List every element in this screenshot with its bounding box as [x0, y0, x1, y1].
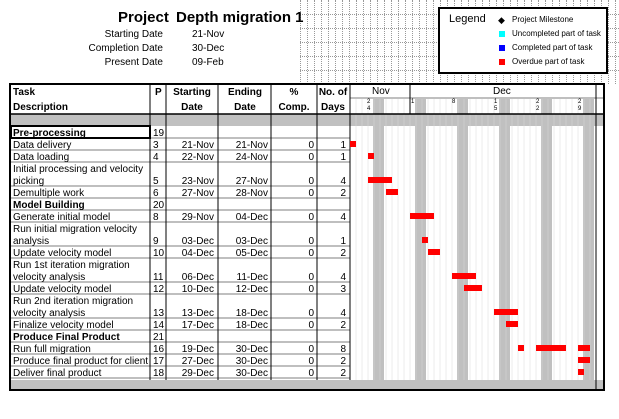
task-end-date: 28-Nov — [235, 188, 268, 199]
task-description: Produce final product for client — [13, 356, 149, 367]
task-start-date: 13-Dec — [181, 308, 214, 319]
task-p: 5 — [153, 176, 159, 187]
task-percent-complete: 0 — [308, 320, 314, 331]
week-label: 2 — [536, 106, 540, 112]
legend-title: Legend — [449, 13, 486, 25]
task-description: Run 1st iteration migration — [13, 260, 130, 271]
task-end-date: 18-Dec — [235, 320, 268, 331]
task-start-date: 29-Dec — [181, 368, 214, 379]
task-end-date: 11-Dec — [236, 272, 268, 283]
task-percent-complete: 0 — [308, 368, 314, 379]
gantt-bar-overdue — [578, 357, 590, 363]
task-percent-complete: 0 — [308, 152, 314, 163]
task-description: picking — [13, 176, 45, 187]
weekend-band — [583, 99, 594, 380]
task-end-date: 27-Nov — [235, 176, 268, 187]
task-duration-days: 4 — [340, 176, 346, 187]
task-start-date: 10-Dec — [181, 284, 214, 295]
weekend-band — [457, 99, 468, 380]
task-duration-days: 3 — [340, 284, 346, 295]
week-label: 8 — [452, 99, 456, 105]
task-description: Run initial migration velocity — [13, 224, 137, 235]
task-duration-days: 4 — [340, 308, 346, 319]
week-label: 4 — [367, 106, 371, 112]
column-header-comp: Comp. — [278, 102, 310, 113]
task-description: velocity analysis — [13, 272, 86, 283]
task-end-date: 30-Dec — [235, 368, 268, 379]
month-label-nov: Nov — [372, 86, 390, 97]
week-label: 2 — [536, 99, 540, 105]
task-description: Update velocity model — [13, 248, 112, 259]
task-p: 4 — [153, 152, 159, 163]
task-start-date: 23-Nov — [181, 176, 214, 187]
column-header-days: Days — [321, 102, 345, 113]
task-description: Update velocity model — [13, 284, 112, 295]
completion-date-value[interactable]: 30-Dec — [192, 43, 225, 54]
task-percent-complete: 0 — [308, 212, 314, 223]
task-duration-days: 8 — [340, 344, 346, 355]
task-p: 10 — [153, 248, 165, 259]
gantt-bar-overdue — [464, 285, 482, 291]
gantt-bar-overdue — [506, 321, 518, 327]
column-header-ending-date: Date — [234, 102, 256, 113]
column-header-description: Description — [13, 102, 69, 113]
task-p: 3 — [153, 140, 159, 151]
task-description: Pre-processing — [13, 128, 86, 139]
gantt-bar-overdue — [428, 249, 440, 255]
task-p: 12 — [153, 284, 165, 295]
task-p: 11 — [153, 272, 164, 283]
project-name: Depth migration 1 — [176, 9, 304, 26]
week-label: 1 — [494, 99, 498, 105]
task-p: 9 — [153, 236, 159, 247]
gantt-bar-overdue — [386, 189, 398, 195]
task-percent-complete: 0 — [308, 356, 314, 367]
task-description: Produce Final Product — [13, 332, 120, 343]
gantt-bar-overdue — [578, 345, 590, 351]
task-start-date: 17-Dec — [181, 320, 214, 331]
task-percent-complete: 0 — [308, 272, 314, 283]
gantt-bar-overdue — [350, 141, 356, 147]
task-start-date: 19-Dec — [181, 344, 214, 355]
week-label: 1 — [411, 99, 415, 105]
month-label-dec: Dec — [493, 86, 511, 97]
header-separator-band — [10, 114, 604, 126]
task-description: velocity analysis — [13, 308, 86, 319]
task-percent-complete: 0 — [308, 236, 314, 247]
task-start-date: 04-Dec — [181, 248, 214, 259]
task-percent-complete: 0 — [308, 248, 314, 259]
present-date-value[interactable]: 09-Feb — [192, 57, 224, 68]
task-description: Run full migration — [13, 344, 91, 355]
task-p: 19 — [153, 128, 165, 139]
task-percent-complete: 0 — [308, 140, 314, 151]
task-end-date: 21-Nov — [235, 140, 268, 151]
task-percent-complete: 0 — [308, 284, 314, 295]
task-duration-days: 4 — [340, 212, 346, 223]
task-p: 17 — [153, 356, 165, 367]
task-end-date: 12-Dec — [235, 284, 268, 295]
task-description: Data delivery — [13, 140, 72, 151]
table-border — [10, 84, 604, 390]
task-end-date: 04-Dec — [235, 212, 268, 223]
task-end-date: 05-Dec — [235, 248, 268, 259]
task-description: analysis — [13, 236, 50, 247]
task-duration-days: 1 — [340, 236, 346, 247]
task-duration-days: 2 — [340, 248, 346, 259]
task-p: 18 — [153, 368, 165, 379]
week-label: 2 — [578, 99, 582, 105]
legend-item-label: Overdue part of task — [512, 57, 585, 66]
weekend-band — [373, 99, 384, 380]
task-p: 14 — [153, 320, 165, 331]
task-start-date: 29-Nov — [181, 212, 214, 223]
task-duration-days: 1 — [340, 152, 346, 163]
task-duration-days: 1 — [340, 140, 346, 151]
task-p: 13 — [153, 308, 165, 319]
gantt-bar-overdue — [422, 237, 428, 243]
gantt-bar-overdue — [410, 213, 434, 219]
legend-item-label: Completed part of task — [512, 43, 593, 52]
column-header-starting-date: Date — [181, 102, 203, 113]
task-percent-complete: 0 — [308, 188, 314, 199]
task-start-date: 27-Dec — [181, 356, 214, 367]
task-duration-days: 2 — [340, 320, 346, 331]
task-duration-days: 4 — [340, 272, 346, 283]
column-header-p: P — [155, 87, 162, 98]
task-description: Generate initial model — [13, 212, 111, 223]
column-header-percent: % — [289, 87, 299, 98]
legend-item-label: Uncompleted part of task — [512, 29, 601, 38]
task-description: Deliver final product — [13, 368, 102, 379]
gantt-bar-overdue — [368, 153, 374, 159]
task-start-date: 22-Nov — [181, 152, 214, 163]
task-p: 21 — [153, 332, 165, 343]
starting-date-label: Starting Date — [104, 29, 163, 40]
task-p: 6 — [153, 188, 159, 199]
gantt-bar-overdue — [536, 345, 566, 351]
task-p: 20 — [153, 200, 165, 211]
starting-date-value[interactable]: 21-Nov — [192, 29, 225, 40]
column-header-ending: Ending — [228, 87, 262, 98]
task-end-date: 30-Dec — [235, 344, 268, 355]
task-duration-days: 2 — [340, 188, 346, 199]
column-header-task: Task — [13, 87, 36, 98]
task-start-date: 27-Nov — [181, 188, 214, 199]
task-end-date: 03-Dec — [235, 236, 268, 247]
task-end-date: 18-Dec — [235, 308, 268, 319]
task-description: Run 2nd iteration migration — [13, 296, 134, 307]
column-header-starting: Starting — [173, 87, 211, 98]
task-p: 8 — [153, 212, 159, 223]
column-header-no-of: No. of — [318, 87, 348, 98]
milestone-diamond-icon: ◆ — [498, 15, 505, 25]
task-percent-complete: 0 — [308, 308, 314, 319]
project-label: Project — [118, 9, 169, 26]
legend-item-label: Project Milestone — [512, 15, 574, 24]
present-date-label: Present Date — [104, 57, 163, 68]
task-end-date: 24-Nov — [235, 152, 268, 163]
gantt-bar-overdue — [494, 309, 518, 315]
task-duration-days: 2 — [340, 368, 346, 379]
task-description: Demultiple work — [13, 188, 85, 199]
task-percent-complete: 0 — [308, 344, 314, 355]
week-label: 2 — [367, 99, 371, 105]
footer-band — [10, 380, 604, 390]
task-end-date: 30-Dec — [235, 356, 268, 367]
task-p: 16 — [153, 344, 165, 355]
gantt-bar-overdue — [452, 273, 476, 279]
task-description: Model Building — [13, 200, 85, 211]
task-duration-days: 2 — [340, 356, 346, 367]
task-description: Data loading — [13, 152, 70, 163]
completion-date-label: Completion Date — [88, 43, 163, 54]
weekend-band — [541, 99, 552, 380]
task-start-date: 06-Dec — [181, 272, 214, 283]
task-description: Initial processing and velocity — [13, 164, 144, 175]
week-label: 5 — [494, 106, 498, 112]
weekend-band — [499, 99, 510, 380]
task-description: Finalize velocity model — [13, 320, 114, 331]
gantt-bar-overdue — [518, 345, 524, 351]
task-percent-complete: 0 — [308, 176, 314, 187]
week-label: 9 — [578, 106, 582, 112]
task-start-date: 03-Dec — [181, 236, 214, 247]
gantt-bar-overdue — [368, 177, 392, 183]
gantt-bar-overdue — [578, 369, 584, 375]
task-start-date: 21-Nov — [181, 140, 214, 151]
